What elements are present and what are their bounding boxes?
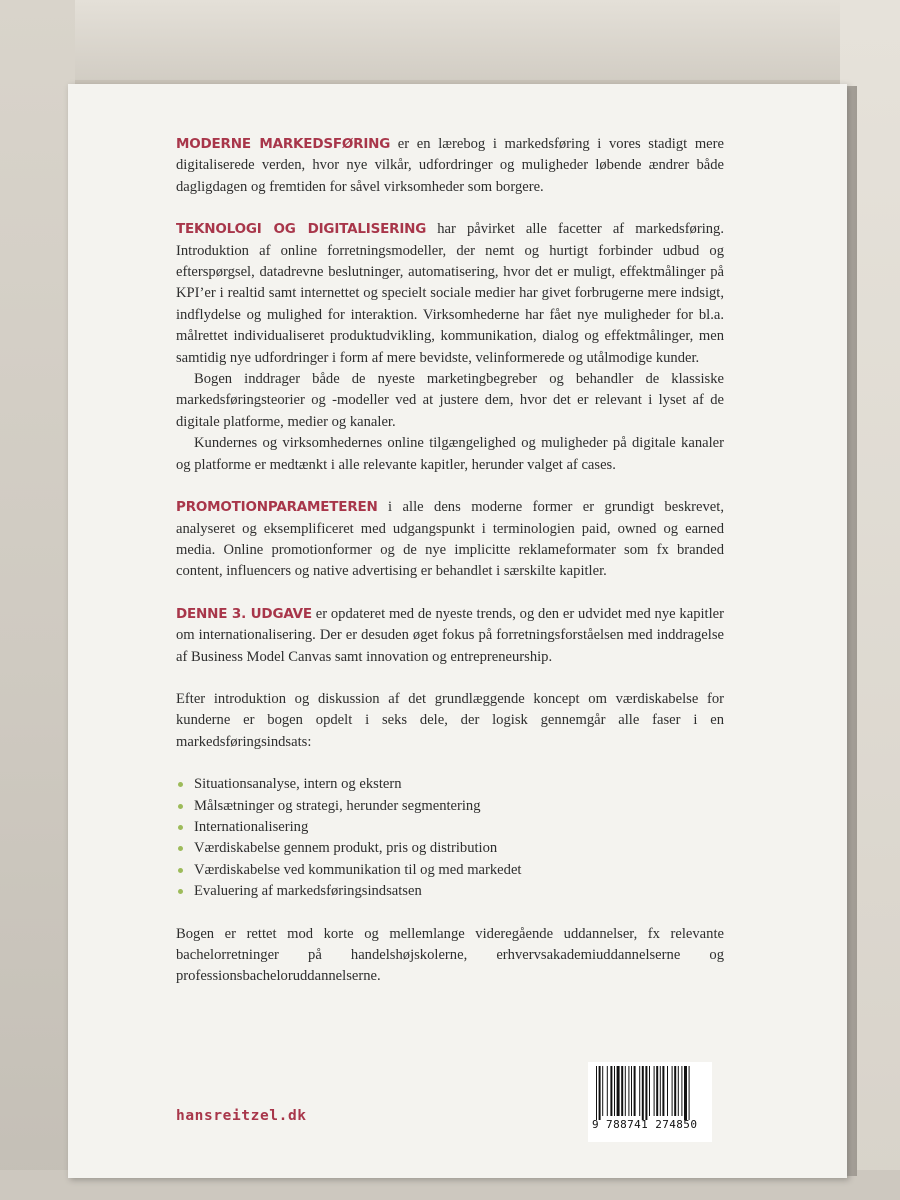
list-item: Evaluering af markedsføringsindsatsen — [176, 881, 724, 902]
paragraph-text: har påvirket alle facetter af markedsføring. Introduktion af online forretningsmodeller, der nemt og hurtigt forbinder udbud og efterspørgsel, datadrevne beslutninger, automatisering, hvor det er muligt, effektmålinger på KPI’er i realtid samt internettet og specielt sociale medier har givet forbrugerne mere indsigt, indflydelse og mulighed for interaktion. Virksomhederne har fået nye muligheder for bl.a. målrettet individualiseret produktudvikling, kommunikation, dialog og effektmålinger, men samtidig nye udfordringer i form af mere bevidste, velinformerede og utålmodige kunder. — [176, 221, 725, 366]
barcode-bar — [621, 1066, 623, 1116]
barcode-bar — [639, 1066, 640, 1116]
barcode-bar — [596, 1066, 597, 1120]
book-back-cover — [68, 84, 847, 1178]
isbn-number: 9 788741 274850 — [592, 1118, 698, 1131]
blurb-text — [176, 134, 724, 988]
barcode-bar — [599, 1066, 601, 1120]
paragraph-structure: Efter introduktion og diskussion af det grundlæggende koncept om værdiskabelse for kunderne er bogen opdelt i seks dele, der logisk gennemgår alle faser i en markedsføringsindsats: — [176, 690, 724, 750]
paragraph-promotion — [176, 497, 724, 583]
list-item: Internationalisering — [176, 817, 724, 838]
barcode-bar — [656, 1066, 658, 1116]
barcode-bar — [662, 1066, 664, 1116]
bullet-dot-icon — [178, 825, 183, 830]
barcode-bar — [689, 1066, 690, 1120]
barcode-bar — [617, 1066, 620, 1116]
barcode-bar — [649, 1066, 650, 1116]
paragraph-intro — [176, 134, 724, 198]
isbn-barcode — [588, 1062, 712, 1142]
barcode-bar — [602, 1066, 603, 1116]
barcode-bar — [654, 1066, 655, 1116]
bullet-dot-icon — [178, 889, 183, 894]
bullet-dot-icon — [178, 804, 183, 809]
barcode-bar — [674, 1066, 676, 1116]
paragraph-technology — [176, 219, 724, 369]
paragraph-text: er en lærebog i markedsføring i vores stadigt mere digitaliserede verden, hvor nye vilkår, udfordringer og muligheder løbende ændrer både dagligdagen og fremtiden for såvel virksomheder som borgere. — [176, 136, 724, 195]
list-item: Værdiskabelse ved kommunikation til og med markedet — [176, 860, 724, 881]
list-item: Målsætninger og strategi, herunder segmentering — [176, 796, 724, 817]
barcode-bar — [628, 1066, 629, 1116]
barcode-bar — [672, 1066, 673, 1116]
publisher-url: hansreitzel.dk — [176, 1108, 307, 1124]
background-surface-left — [0, 0, 75, 1200]
barcode-bar — [607, 1066, 608, 1116]
barcode-bars-icon — [588, 1062, 712, 1120]
barcode-bar — [684, 1066, 687, 1120]
lead-heading: DENNE 3. UDGAVE — [176, 605, 312, 622]
list-item: Situationsanalyse, intern og ekstern — [176, 774, 724, 795]
bullet-dot-icon — [178, 846, 183, 851]
barcode-bar — [642, 1066, 644, 1120]
bullet-dot-icon — [178, 868, 183, 873]
paragraph-audience: Bogen er rettet mod korte og mellemlange videregående uddannelser, fx relevante bachelorretninger på handelshøjskolerne, erhvervsakademiuddannelserne og professionsbacheloruddannelserne. — [176, 925, 724, 985]
list-item: Værdiskabelse gennem produkt, pris og distribution — [176, 838, 724, 859]
lead-heading: PROMOTIONPARAMETEREN — [176, 499, 378, 516]
barcode-bar — [631, 1066, 632, 1116]
barcode-bar — [660, 1066, 661, 1116]
paragraph-edition — [176, 604, 724, 668]
barcode-bar — [614, 1066, 615, 1116]
lead-heading: MODERNE MARKEDSFØRING — [176, 136, 391, 152]
barcode-bar — [625, 1066, 626, 1116]
paragraph-concepts: Bogen inddrager både de nyeste marketingbegreber og behandler de klassiske markedsføringsteorier og -modeller ved at justere dem, hvor det er relevant i lyset af de digitale platforme, medier og kanaler. — [176, 371, 724, 430]
barcode-bar — [610, 1066, 612, 1116]
background-surface-top — [0, 0, 900, 80]
paragraph-text: er opdateret med de nyeste trends, og den er udvidet med nye kapitler om internationalisering. Der er desuden øget fokus på forretningsforståelsen med inddragelse af Business Model Canvas samt innovation og entrepreneurship. — [176, 605, 724, 665]
barcode-bar — [667, 1066, 668, 1116]
paragraph-text: i alle dens moderne former er grundigt beskrevet, analyseret og eksemplificeret med udgangspunkt i terminologien paid, owned og earned media. Online promotionformer og de nye implicitte reklameformater som fx branded content, influencers og native advertising er behandlet i særskilte kapitler. — [176, 499, 724, 580]
barcode-bar — [634, 1066, 636, 1116]
paragraph-online: Kundernes og virksomhedernes online tilgængelighed og muligheder på digitale kanaler og platforme er medtænkt i alle relevante kapitler, herunder valget af cases. — [176, 435, 724, 473]
barcode-bar — [681, 1066, 682, 1116]
bullet-dot-icon — [178, 782, 183, 787]
parts-list — [176, 774, 724, 902]
lead-heading: TEKNOLOGI OG DIGITALISERING — [176, 221, 427, 238]
barcode-bar — [678, 1066, 679, 1116]
barcode-bar — [645, 1066, 647, 1120]
